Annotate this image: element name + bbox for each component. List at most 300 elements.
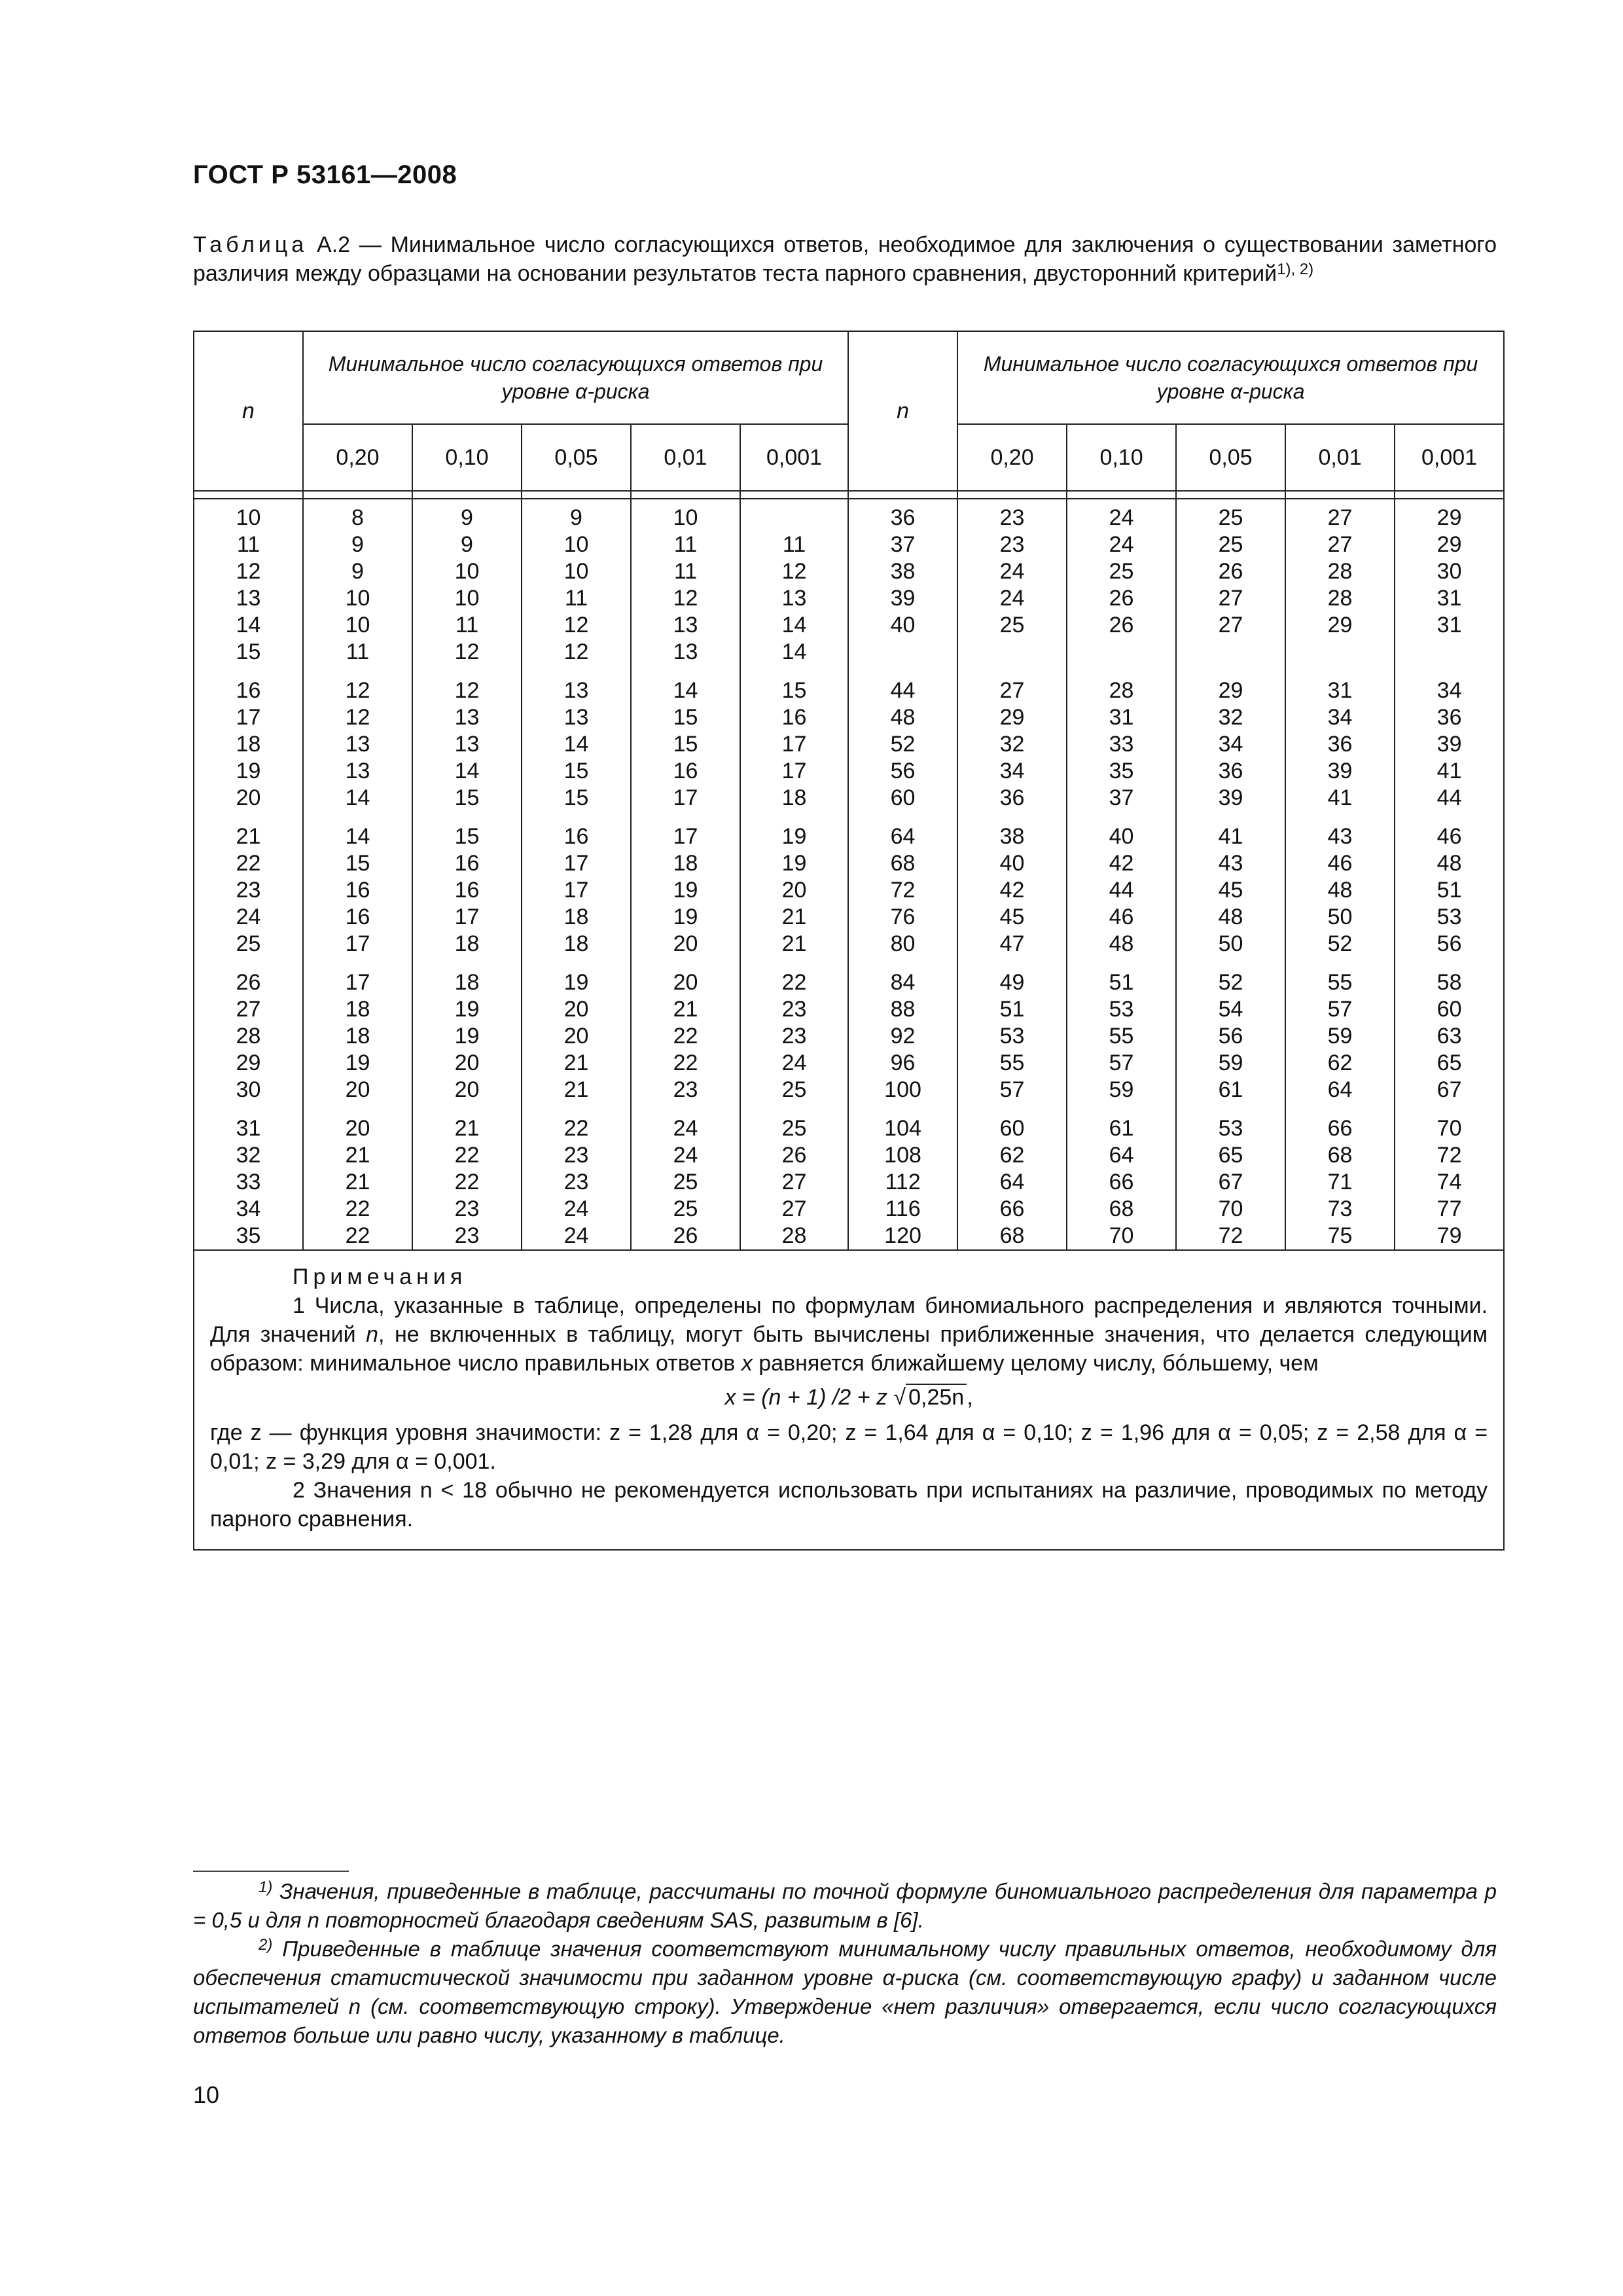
caption-text: А.2 — Минимальное число согласующихся ответов, необходимое для заключения о существовании заметного различия между образцами на основании результатов теста парного сравнения, двусторонний критерий bbox=[193, 232, 1497, 286]
table-cell: 10 bbox=[631, 499, 740, 531]
table-cell: 67 bbox=[1176, 1169, 1285, 1196]
table-row bbox=[194, 612, 1504, 639]
table-cell: 10 bbox=[522, 558, 631, 585]
table-cell: 64 bbox=[1285, 1077, 1395, 1103]
table-cell: 43 bbox=[1285, 812, 1395, 850]
table-cell: 75 bbox=[1285, 1223, 1395, 1250]
table-cell: 52 bbox=[1176, 958, 1285, 996]
table-row bbox=[194, 531, 1504, 558]
table-cell: 13 bbox=[522, 704, 631, 731]
table-cell: 12 bbox=[522, 612, 631, 639]
table-cell: 17 bbox=[194, 704, 303, 731]
table-cell: 23 bbox=[522, 1142, 631, 1169]
table-cell: 24 bbox=[1067, 531, 1176, 558]
table-cell: 9 bbox=[303, 531, 412, 558]
table-cell: 59 bbox=[1285, 1023, 1395, 1050]
table-cell: 18 bbox=[740, 785, 848, 812]
table-cell: 8 bbox=[303, 499, 412, 531]
table-cell: 18 bbox=[303, 1023, 412, 1050]
table-cell: 36 bbox=[848, 499, 957, 531]
table-cell: 57 bbox=[957, 1077, 1067, 1103]
table-cell: 70 bbox=[1395, 1103, 1504, 1142]
table-cell: 31 bbox=[194, 1103, 303, 1142]
table-cell: 72 bbox=[1395, 1142, 1504, 1169]
table-cell: 39 bbox=[1395, 731, 1504, 758]
table-cell bbox=[957, 639, 1067, 666]
table-cell: 55 bbox=[957, 1050, 1067, 1077]
table-cell: 26 bbox=[631, 1223, 740, 1250]
table-cell: 13 bbox=[194, 585, 303, 612]
table-cell: 21 bbox=[303, 1169, 412, 1196]
table-row bbox=[194, 1142, 1504, 1169]
table-cell: 35 bbox=[194, 1223, 303, 1250]
table-cell: 44 bbox=[848, 666, 957, 704]
table-cell: 29 bbox=[957, 704, 1067, 731]
table-cell: 28 bbox=[194, 1023, 303, 1050]
table-cell: 29 bbox=[1176, 666, 1285, 704]
table-cell: 27 bbox=[740, 1196, 848, 1223]
table-cell: 57 bbox=[1067, 1050, 1176, 1077]
table-cell: 18 bbox=[412, 931, 522, 958]
level-header: 0,20 bbox=[957, 424, 1067, 491]
table-cell: 27 bbox=[1285, 531, 1395, 558]
table-cell: 17 bbox=[522, 877, 631, 904]
level-header: 0,01 bbox=[1285, 424, 1395, 491]
table-cell: 20 bbox=[631, 958, 740, 996]
table-cell: 12 bbox=[303, 666, 412, 704]
table-cell: 12 bbox=[631, 585, 740, 612]
table-cell: 20 bbox=[412, 1077, 522, 1103]
table-row bbox=[194, 785, 1504, 812]
table-row bbox=[194, 758, 1504, 785]
table-cell: 23 bbox=[631, 1077, 740, 1103]
table-cell: 22 bbox=[522, 1103, 631, 1142]
table-cell: 17 bbox=[631, 812, 740, 850]
table-cell bbox=[740, 499, 848, 531]
table-cell: 16 bbox=[412, 850, 522, 877]
table-cell: 28 bbox=[1285, 585, 1395, 612]
table-cell: 15 bbox=[194, 639, 303, 666]
table-cell: 19 bbox=[631, 877, 740, 904]
table-cell: 21 bbox=[522, 1050, 631, 1077]
table-cell: 45 bbox=[1176, 877, 1285, 904]
table-cell: 37 bbox=[848, 531, 957, 558]
table-cell: 20 bbox=[303, 1103, 412, 1142]
note-1: 1 Числа, указанные в таблице, определены по формулам биномиального распределения и являются точными. Для значений n, не включенных в таблицу, могут быть вычислены приближенные значения, что делается следующим образом: минимальное число правильных ответов x равняется ближайшему целому числу, бóльшему, чем bbox=[210, 1293, 1488, 1376]
table-cell: 56 bbox=[848, 758, 957, 785]
table-cell: 41 bbox=[1395, 758, 1504, 785]
table-cell: 19 bbox=[412, 996, 522, 1023]
table-cell: 72 bbox=[848, 877, 957, 904]
formula: x = (n + 1) /2 + z √ 0,25n , bbox=[724, 1385, 973, 1410]
table-cell: 23 bbox=[412, 1196, 522, 1223]
table-cell: 10 bbox=[412, 558, 522, 585]
level-header: 0,001 bbox=[740, 424, 848, 491]
table-row bbox=[194, 704, 1504, 731]
table-cell: 14 bbox=[522, 731, 631, 758]
table-cell: 22 bbox=[631, 1050, 740, 1077]
table-cell: 26 bbox=[740, 1142, 848, 1169]
table-cell: 64 bbox=[1067, 1142, 1176, 1169]
table-cell: 61 bbox=[1067, 1103, 1176, 1142]
table-cell: 61 bbox=[1176, 1077, 1285, 1103]
table-cell: 15 bbox=[740, 666, 848, 704]
table-cell: 49 bbox=[957, 958, 1067, 996]
table-cell: 32 bbox=[957, 731, 1067, 758]
table-cell: 11 bbox=[194, 531, 303, 558]
table-cell: 19 bbox=[303, 1050, 412, 1077]
table-cell: 10 bbox=[522, 531, 631, 558]
table-cell: 53 bbox=[1395, 904, 1504, 931]
table-cell: 24 bbox=[194, 904, 303, 931]
table-cell: 25 bbox=[1176, 531, 1285, 558]
table-cell bbox=[1176, 639, 1285, 666]
table-cell: 34 bbox=[957, 758, 1067, 785]
table-cell: 60 bbox=[957, 1103, 1067, 1142]
table-cell: 104 bbox=[848, 1103, 957, 1142]
table-cell: 18 bbox=[631, 850, 740, 877]
footnote-1: $^{1)}$ Значения, приведенные в таблице, рассчитаны по точной формуле биномиального распределения для параметра p = 0,5 и для n повторностей благодаря сведениям SAS, развитым в [6]. bbox=[193, 1878, 1497, 1932]
level-header: 0,001 bbox=[1395, 424, 1504, 491]
table-cell: 12 bbox=[194, 558, 303, 585]
table-cell: 18 bbox=[303, 996, 412, 1023]
table-cell: 21 bbox=[740, 931, 848, 958]
table-cell: 120 bbox=[848, 1223, 957, 1250]
table-cell: 15 bbox=[522, 758, 631, 785]
table-cell: 17 bbox=[740, 731, 848, 758]
table-cell: 30 bbox=[194, 1077, 303, 1103]
table-cell: 16 bbox=[412, 877, 522, 904]
table-cell: 46 bbox=[1285, 850, 1395, 877]
level-header: 0,05 bbox=[522, 424, 631, 491]
table-cell: 33 bbox=[194, 1169, 303, 1196]
table-cell: 29 bbox=[1395, 499, 1504, 531]
table-cell: 12 bbox=[522, 639, 631, 666]
notes-cell bbox=[194, 1250, 1504, 1550]
table-cell: 96 bbox=[848, 1050, 957, 1077]
level-header: 0,10 bbox=[412, 424, 522, 491]
table-cell: 29 bbox=[1285, 612, 1395, 639]
table-cell: 55 bbox=[1285, 958, 1395, 996]
table-cell: 20 bbox=[522, 996, 631, 1023]
table-row bbox=[194, 1103, 1504, 1142]
table-cell: 22 bbox=[631, 1023, 740, 1050]
table-cell: 67 bbox=[1395, 1077, 1504, 1103]
table-cell: 13 bbox=[303, 731, 412, 758]
table-cell: 60 bbox=[1395, 996, 1504, 1023]
table-cell: 21 bbox=[194, 812, 303, 850]
table-cell: 17 bbox=[303, 958, 412, 996]
table-cell: 23 bbox=[412, 1223, 522, 1250]
table-cell: 25 bbox=[1176, 499, 1285, 531]
table-cell: 25 bbox=[740, 1103, 848, 1142]
table-cell: 31 bbox=[1395, 585, 1504, 612]
table-cell: 14 bbox=[412, 758, 522, 785]
table-cell: 27 bbox=[1176, 612, 1285, 639]
table-cell: 15 bbox=[412, 812, 522, 850]
level-header: 0,01 bbox=[631, 424, 740, 491]
table-cell: 18 bbox=[194, 731, 303, 758]
table-cell: 66 bbox=[957, 1196, 1067, 1223]
table-cell bbox=[1395, 639, 1504, 666]
table-cell: 13 bbox=[412, 731, 522, 758]
table-cell: 29 bbox=[1395, 531, 1504, 558]
table-row bbox=[194, 666, 1504, 704]
table-row bbox=[194, 996, 1504, 1023]
table-row bbox=[194, 558, 1504, 585]
table-cell: 13 bbox=[303, 758, 412, 785]
table-cell: 15 bbox=[631, 704, 740, 731]
table-cell: 40 bbox=[957, 850, 1067, 877]
table-block bbox=[194, 958, 1504, 1103]
table-cell: 15 bbox=[303, 850, 412, 877]
table-cell: 17 bbox=[412, 904, 522, 931]
table-cell: 12 bbox=[412, 639, 522, 666]
table-cell: 42 bbox=[957, 877, 1067, 904]
caption-footnote-marks: 1), 2) bbox=[1277, 260, 1314, 278]
table-cell: 14 bbox=[631, 666, 740, 704]
notes-title: Примечания bbox=[293, 1265, 467, 1289]
table-cell: 62 bbox=[957, 1142, 1067, 1169]
table-cell: 36 bbox=[1285, 731, 1395, 758]
table-cell bbox=[848, 639, 957, 666]
table-cell: 25 bbox=[631, 1169, 740, 1196]
group-header-left: Минимальное число согласующихся ответов при уровне α-риска bbox=[303, 331, 848, 424]
table-cell: 10 bbox=[303, 585, 412, 612]
table-cell: 25 bbox=[957, 612, 1067, 639]
table-row bbox=[194, 850, 1504, 877]
table-cell: 26 bbox=[1067, 585, 1176, 612]
table-row bbox=[194, 877, 1504, 904]
table-cell: 32 bbox=[194, 1142, 303, 1169]
table-cell bbox=[1067, 639, 1176, 666]
table-cell: 23 bbox=[957, 499, 1067, 531]
table-cell: 15 bbox=[412, 785, 522, 812]
page-number: 10 bbox=[193, 2081, 220, 2108]
table-row bbox=[194, 1050, 1504, 1077]
table-cell: 19 bbox=[412, 1023, 522, 1050]
table-cell: 23 bbox=[957, 531, 1067, 558]
table-cell: 72 bbox=[1176, 1223, 1285, 1250]
table-cell: 22 bbox=[740, 958, 848, 996]
table-cell: 10 bbox=[303, 612, 412, 639]
table-cell: 43 bbox=[1176, 850, 1285, 877]
table-cell: 15 bbox=[522, 785, 631, 812]
table-cell: 32 bbox=[1176, 704, 1285, 731]
table-cell: 71 bbox=[1285, 1169, 1395, 1196]
table-cell: 41 bbox=[1285, 785, 1395, 812]
table-cell: 29 bbox=[194, 1050, 303, 1077]
table-cell: 24 bbox=[631, 1142, 740, 1169]
table-cell: 59 bbox=[1067, 1077, 1176, 1103]
table-row bbox=[194, 958, 1504, 996]
table-cell: 28 bbox=[1067, 666, 1176, 704]
table-cell: 20 bbox=[522, 1023, 631, 1050]
table-cell: 44 bbox=[1395, 785, 1504, 812]
table-cell: 22 bbox=[412, 1142, 522, 1169]
table-cell: 47 bbox=[957, 931, 1067, 958]
table-row bbox=[194, 904, 1504, 931]
table-cell: 20 bbox=[194, 785, 303, 812]
table-cell: 51 bbox=[1395, 877, 1504, 904]
table-cell: 73 bbox=[1285, 1196, 1395, 1223]
table-cell: 24 bbox=[1067, 499, 1176, 531]
table-cell: 51 bbox=[1067, 958, 1176, 996]
table-cell: 25 bbox=[631, 1196, 740, 1223]
table-cell: 48 bbox=[1067, 931, 1176, 958]
table-cell: 21 bbox=[522, 1077, 631, 1103]
table-cell: 26 bbox=[1067, 612, 1176, 639]
table-cell: 53 bbox=[1176, 1103, 1285, 1142]
table-cell: 9 bbox=[522, 499, 631, 531]
table-cell: 26 bbox=[194, 958, 303, 996]
table-cell: 53 bbox=[957, 1023, 1067, 1050]
table-cell: 14 bbox=[194, 612, 303, 639]
table-cell: 11 bbox=[631, 558, 740, 585]
table-cell: 46 bbox=[1395, 812, 1504, 850]
table-cell: 24 bbox=[957, 558, 1067, 585]
table-cell: 39 bbox=[1285, 758, 1395, 785]
table-cell: 27 bbox=[957, 666, 1067, 704]
table-cell: 15 bbox=[631, 731, 740, 758]
table-cell: 50 bbox=[1285, 904, 1395, 931]
table-cell: 84 bbox=[848, 958, 957, 996]
table-cell: 80 bbox=[848, 931, 957, 958]
table-cell: 19 bbox=[740, 850, 848, 877]
table-cell: 65 bbox=[1395, 1050, 1504, 1077]
table-cell: 46 bbox=[1067, 904, 1176, 931]
table-cell: 17 bbox=[522, 850, 631, 877]
table-cell: 17 bbox=[303, 931, 412, 958]
table-cell: 63 bbox=[1395, 1023, 1504, 1050]
n-header-left: n bbox=[194, 331, 303, 491]
table-cell: 31 bbox=[1285, 666, 1395, 704]
table-cell: 57 bbox=[1285, 996, 1395, 1023]
table-cell: 21 bbox=[631, 996, 740, 1023]
table-cell: 64 bbox=[957, 1169, 1067, 1196]
table-cell: 53 bbox=[1067, 996, 1176, 1023]
table-cell: 16 bbox=[740, 704, 848, 731]
table-cell: 55 bbox=[1067, 1023, 1176, 1050]
table-cell: 50 bbox=[1176, 931, 1285, 958]
table-cell: 38 bbox=[848, 558, 957, 585]
table-cell: 9 bbox=[412, 499, 522, 531]
table-cell: 22 bbox=[194, 850, 303, 877]
table-cell: 52 bbox=[848, 731, 957, 758]
table-block bbox=[194, 1103, 1504, 1250]
table-cell: 21 bbox=[303, 1142, 412, 1169]
caption-label: Таблица bbox=[193, 232, 308, 257]
table-row bbox=[194, 1196, 1504, 1223]
table-cell: 68 bbox=[1067, 1196, 1176, 1223]
table-cell: 10 bbox=[194, 499, 303, 531]
table-cell: 100 bbox=[848, 1077, 957, 1103]
table-cell: 41 bbox=[1176, 812, 1285, 850]
table-cell: 23 bbox=[740, 1023, 848, 1050]
table-cell: 51 bbox=[957, 996, 1067, 1023]
table-cell: 36 bbox=[1395, 704, 1504, 731]
table-cell: 22 bbox=[412, 1169, 522, 1196]
table-cell: 11 bbox=[412, 612, 522, 639]
table-cell: 26 bbox=[1176, 558, 1285, 585]
table-cell: 19 bbox=[740, 812, 848, 850]
table-row bbox=[194, 931, 1504, 958]
table-cell: 14 bbox=[303, 785, 412, 812]
level-header: 0,10 bbox=[1067, 424, 1176, 491]
table-cell: 66 bbox=[1067, 1169, 1176, 1196]
table-row bbox=[194, 1023, 1504, 1050]
table-cell: 21 bbox=[412, 1103, 522, 1142]
table-cell: 11 bbox=[522, 585, 631, 612]
table-cell: 25 bbox=[740, 1077, 848, 1103]
table-cell: 24 bbox=[957, 585, 1067, 612]
footnote-separator bbox=[193, 1871, 349, 1872]
table-cell: 56 bbox=[1176, 1023, 1285, 1050]
table-cell: 48 bbox=[1395, 850, 1504, 877]
formula-explanation: где z — функция уровня значимости: z = 1,28 для α = 0,20; z = 1,64 для α = 0,10; z = 1,96 для α = 0,05; z = 2,58 для α = 0,01; z = 3,29 для α = 0,001. bbox=[210, 1420, 1488, 1474]
table-cell: 38 bbox=[957, 812, 1067, 850]
table-cell: 68 bbox=[848, 850, 957, 877]
table-block bbox=[194, 812, 1504, 958]
table-cell: 70 bbox=[1176, 1196, 1285, 1223]
table-cell: 68 bbox=[1285, 1142, 1395, 1169]
n-header-right: n bbox=[848, 331, 957, 491]
table-cell: 13 bbox=[631, 639, 740, 666]
table-cell: 23 bbox=[194, 877, 303, 904]
table-cell: 28 bbox=[740, 1223, 848, 1250]
table-row bbox=[194, 1223, 1504, 1250]
table-cell: 24 bbox=[522, 1223, 631, 1250]
table-cell: 76 bbox=[848, 904, 957, 931]
table-cell: 11 bbox=[303, 639, 412, 666]
table-cell bbox=[1285, 639, 1395, 666]
level-header: 0,05 bbox=[1176, 424, 1285, 491]
table-cell: 39 bbox=[848, 585, 957, 612]
table-cell: 79 bbox=[1395, 1223, 1504, 1250]
table-cell: 20 bbox=[740, 877, 848, 904]
table-row bbox=[194, 812, 1504, 850]
table-cell: 56 bbox=[1395, 931, 1504, 958]
table-cell: 22 bbox=[303, 1196, 412, 1223]
table-row bbox=[194, 1077, 1504, 1103]
table-cell: 65 bbox=[1176, 1142, 1285, 1169]
table-cell: 19 bbox=[631, 904, 740, 931]
table-cell: 20 bbox=[631, 931, 740, 958]
table-cell: 17 bbox=[631, 785, 740, 812]
table-cell: 108 bbox=[848, 1142, 957, 1169]
table-cell: 18 bbox=[522, 904, 631, 931]
table-cell: 16 bbox=[194, 666, 303, 704]
table-cell: 34 bbox=[1395, 666, 1504, 704]
table-cell: 33 bbox=[1067, 731, 1176, 758]
footnote-2: $^{2)}$ Приведенные в таблице значения соответствуют минимальному числу правильных ответов, необходимому для обеспечения статистической значимости при заданном уровне α-риска (см. соответствующую графу) и заданном числе испытателей n (см. соответствующую строку). Утверждение «нет различия» отвергается, если число согласующихся ответов больше или равно числу, указанному в таблице. bbox=[193, 1936, 1497, 2047]
table-cell: 10 bbox=[412, 585, 522, 612]
table-cell: 14 bbox=[303, 812, 412, 850]
table-cell: 18 bbox=[412, 958, 522, 996]
table-cell: 34 bbox=[1176, 731, 1285, 758]
table-cell: 88 bbox=[848, 996, 957, 1023]
table-cell: 27 bbox=[740, 1169, 848, 1196]
table-cell: 34 bbox=[194, 1196, 303, 1223]
table-cell: 13 bbox=[522, 666, 631, 704]
table-cell: 35 bbox=[1067, 758, 1176, 785]
table-cell: 62 bbox=[1285, 1050, 1395, 1077]
group-header-right: Минимальное число согласующихся ответов при уровне α-риска bbox=[957, 331, 1504, 424]
table-cell: 37 bbox=[1067, 785, 1176, 812]
table-cell: 54 bbox=[1176, 996, 1285, 1023]
table-cell: 27 bbox=[194, 996, 303, 1023]
document-id: ГОСТ Р 53161—2008 bbox=[193, 160, 457, 189]
